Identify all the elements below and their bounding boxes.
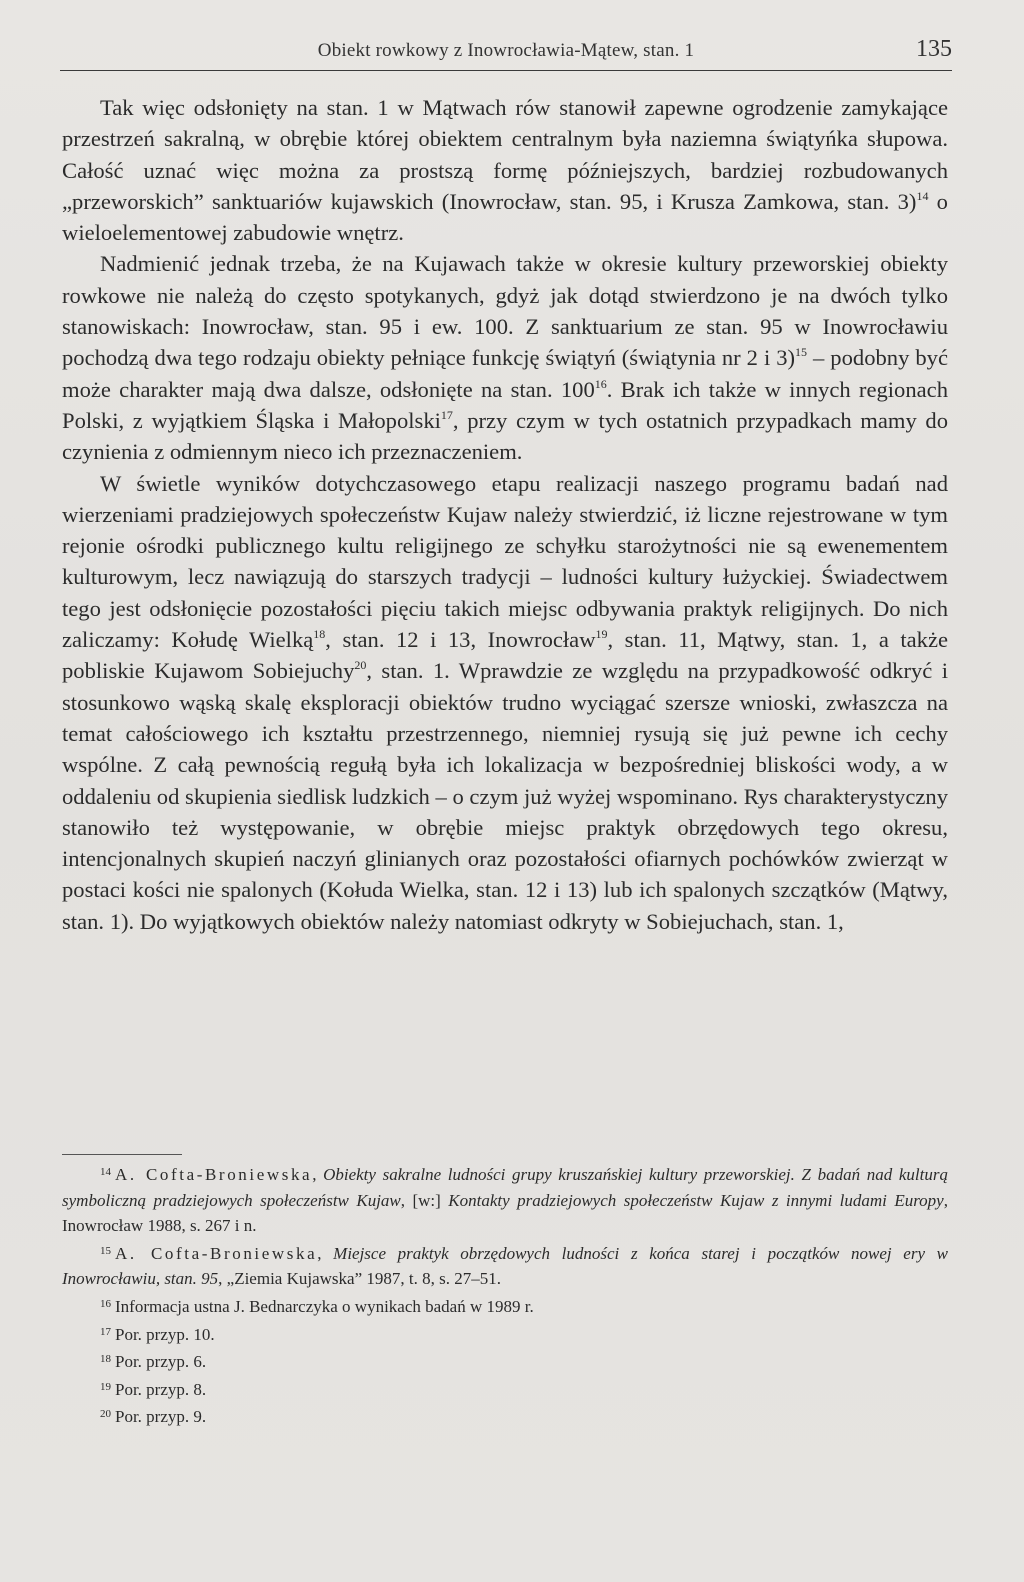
footnote-ref-20: 20 xyxy=(354,658,367,673)
footnote-title: Miejsce praktyk obrzędowych ludności z końca starej i początków nowej ery w Inowrocławiu, stan. 95 xyxy=(62,1243,949,1289)
footnote-number: 19 xyxy=(100,1380,111,1393)
footnote-text: Por. przyp. 10. xyxy=(115,1324,215,1344)
footnote-14: $^{14}$ A. Cofta-Broniewska, Obiekty sakralne ludności grupy kruszańskiej kultury przeworskiej. Z badań nad kulturą symboliczną pradziejowych społeczeństw Kujaw, [w:] Kontakty pradziejowych społeczeństw Kujaw z innymi ludami Europy, Inowrocław 1988, s. 267 i n. xyxy=(62,1165,948,1236)
paragraph-3-text-c: , stan. 11, Mątwy, stan. 1, a także pobliskie Kujawom Sobiejuchy xyxy=(62,627,949,684)
paragraph-1 xyxy=(62,92,948,248)
footnote-ref-17: 17 xyxy=(440,407,453,422)
paragraph-3-text-a: W świetle wyników dotychczasowego etapu realizacji naszego programu badań nad wierzeniami pradziejowych społeczeństw Kujaw należy stwierdzić, iż liczne rejestrowane w tym rejonie ośrodki publicznego kultu religijnego ze schyłku starożytności nie są ewenementem kulturowym, lecz nawiązują do starszych tradycji – ludności kultury łużyckiej. Świadectwem tego jest odsłonięcie pozostałości pięciu takich miejsc odbywania praktyk religijnych. Do nich zaliczamy: Kołudę Wielką xyxy=(62,470,948,653)
footnote-number: 20 xyxy=(100,1408,111,1421)
paragraph-3 xyxy=(62,468,948,937)
footnote-number: 18 xyxy=(100,1353,111,1366)
footnote-ref-14: 14 xyxy=(916,188,929,203)
footnote-text: , „Ziemia Kujawska” 1987, t. 8, s. 27–51. xyxy=(218,1269,501,1289)
footnote-15: $^{15}$ A. Cofta-Broniewska, Miejsce praktyk obrzędowych ludności z końca starej i początków nowej ery w Inowrocławiu, stan. 95, „Ziemia Kujawska” 1987, t. 8, s. 27–51. xyxy=(62,1243,949,1289)
footnote-number: 16 xyxy=(100,1297,111,1310)
footnote-18 xyxy=(62,1347,948,1375)
paragraph-2-text-b: – podobny być może charakter mają dwa dalsze, odsłonięte na stan. 100 xyxy=(62,345,948,402)
paragraph-1-text: Tak więc odsłonięty na stan. 1 w Mątwach rów stanowił zapewne ogrodzenie zamykające przestrzeń sakralną, w obrębie której obiektem centralnym była naziemna świątyńka słupowa. Całość uznać więc można za prostszą formę późniejszych, bardziej rozbudowanych „przeworskich” sanktuariów kujawskich (Inowrocław, stan. 95, i Krusza Zamkowa, stan. 3) xyxy=(62,95,948,214)
footnote-text: Por. przyp. 6. xyxy=(115,1352,207,1372)
paragraph-2-text-a: Nadmienić jednak trzeba, że na Kujawach także w okresie kultury przeworskiej obiekty rowkowe nie należą do często spotykanych, gdyż jak dotąd stwierdzono je na dwóch tylko stanowiskach: Inowrocław, stan. 95 i ew. 100. Z sanktuarium ze stan. 95 w Inowrocławiu pochodzą dwa tego rodzaju obiekty pełniące funkcję świątyń (świątynia nr 2 i 3) xyxy=(62,251,948,371)
footnote-number: 15 xyxy=(100,1244,111,1257)
footnote-text: , Inowrocław 1988, s. 267 i n. xyxy=(62,1190,948,1236)
paragraph-2-text-c: . Brak ich także w innych regionach Polski, z wyjątkiem Śląska i Małopolski xyxy=(62,376,948,433)
footnote-ref-18: 18 xyxy=(313,627,326,642)
footnote-number: 14 xyxy=(100,1166,111,1178)
footnote-title: Obiekty sakralne ludności grupy kruszańskiej kultury przeworskiej. Z badań nad kulturą symboliczną pradziejowych społeczeństw Kujaw xyxy=(62,1165,948,1210)
footnote-divider xyxy=(62,1154,182,1155)
page-number: 135 xyxy=(916,36,952,62)
footnote-16 xyxy=(62,1292,948,1320)
running-title: Obiekt rowkowy z Inowrocławia-Mątew, stan. 1 xyxy=(317,40,695,61)
footnote-ref-19: 19 xyxy=(595,627,608,642)
footnote-19 xyxy=(62,1375,948,1403)
footnote-ref-16: 16 xyxy=(594,376,607,391)
paragraph-2-text-d: , przy czym w tych ostatnich przypadkach mamy do czynienia z odmiennym nieco ich przeznaczeniem. xyxy=(62,407,948,465)
footnote-20 xyxy=(62,1402,948,1430)
footnote-title: Kontakty pradziejowych społeczeństw Kujaw z innymi ludami Europy xyxy=(448,1190,944,1210)
paragraph-3-text-b: , stan. 12 i 13, Inowrocław xyxy=(325,627,596,653)
footnote-author: A. Cofta-Broniewska xyxy=(115,1165,313,1184)
footnote-number: 17 xyxy=(100,1325,111,1338)
footnote-ref-15: 15 xyxy=(795,345,808,360)
running-head xyxy=(60,36,952,71)
footnote-text: , [w:] xyxy=(400,1190,449,1210)
footnote-text: Por. przyp. 9. xyxy=(115,1407,207,1427)
footnotes xyxy=(62,1160,948,1430)
body-text xyxy=(62,92,948,937)
paragraph-2 xyxy=(62,248,948,467)
footnote-author: A. Cofta-Broniewska xyxy=(115,1243,318,1263)
paragraph-3-text-d: , stan. 1. Wprawdzie ze względu na przypadkowość odkryć i stosunkowo wąską skalę eksploracji obiektów trudno wyciągać szersze wnioski, zwłaszcza na temat całościowego ich kształtu przestrzennego, niemniej rysują się już pewne ich cechy wspólne. Z całą pewnością regułą była ich lokalizacja w bezpośredniej bliskości wody, a w oddaleniu od skupienia siedlisk ludzkich – o czym już wyżej wspominano. Rys charakterystyczny stanowiło też występowanie, w obrębie miejsc praktyk obrzędowych tego okresu, intencjonalnych skupień naczyń glinianych oraz pozostałości ofiarnych pochówków zwierząt w postaci kości nie spalonych (Kołuda Wielka, stan. 12 i 13) lub ich spalonych szczątków (Mątwy, stan. 1). Do wyjątkowych obiektów należy natomiast odkryty w Sobiejuchach, stan. 1, xyxy=(62,658,948,934)
footnote-text: Por. przyp. 8. xyxy=(115,1379,207,1399)
footnote-17 xyxy=(62,1320,948,1348)
footnote-text: Informacja ustna J. Bednarczyka o wynikach badań w 1989 r. xyxy=(115,1296,534,1316)
paragraph-1-end: o wieloelementowej zabudowie wnętrz. xyxy=(62,188,948,246)
